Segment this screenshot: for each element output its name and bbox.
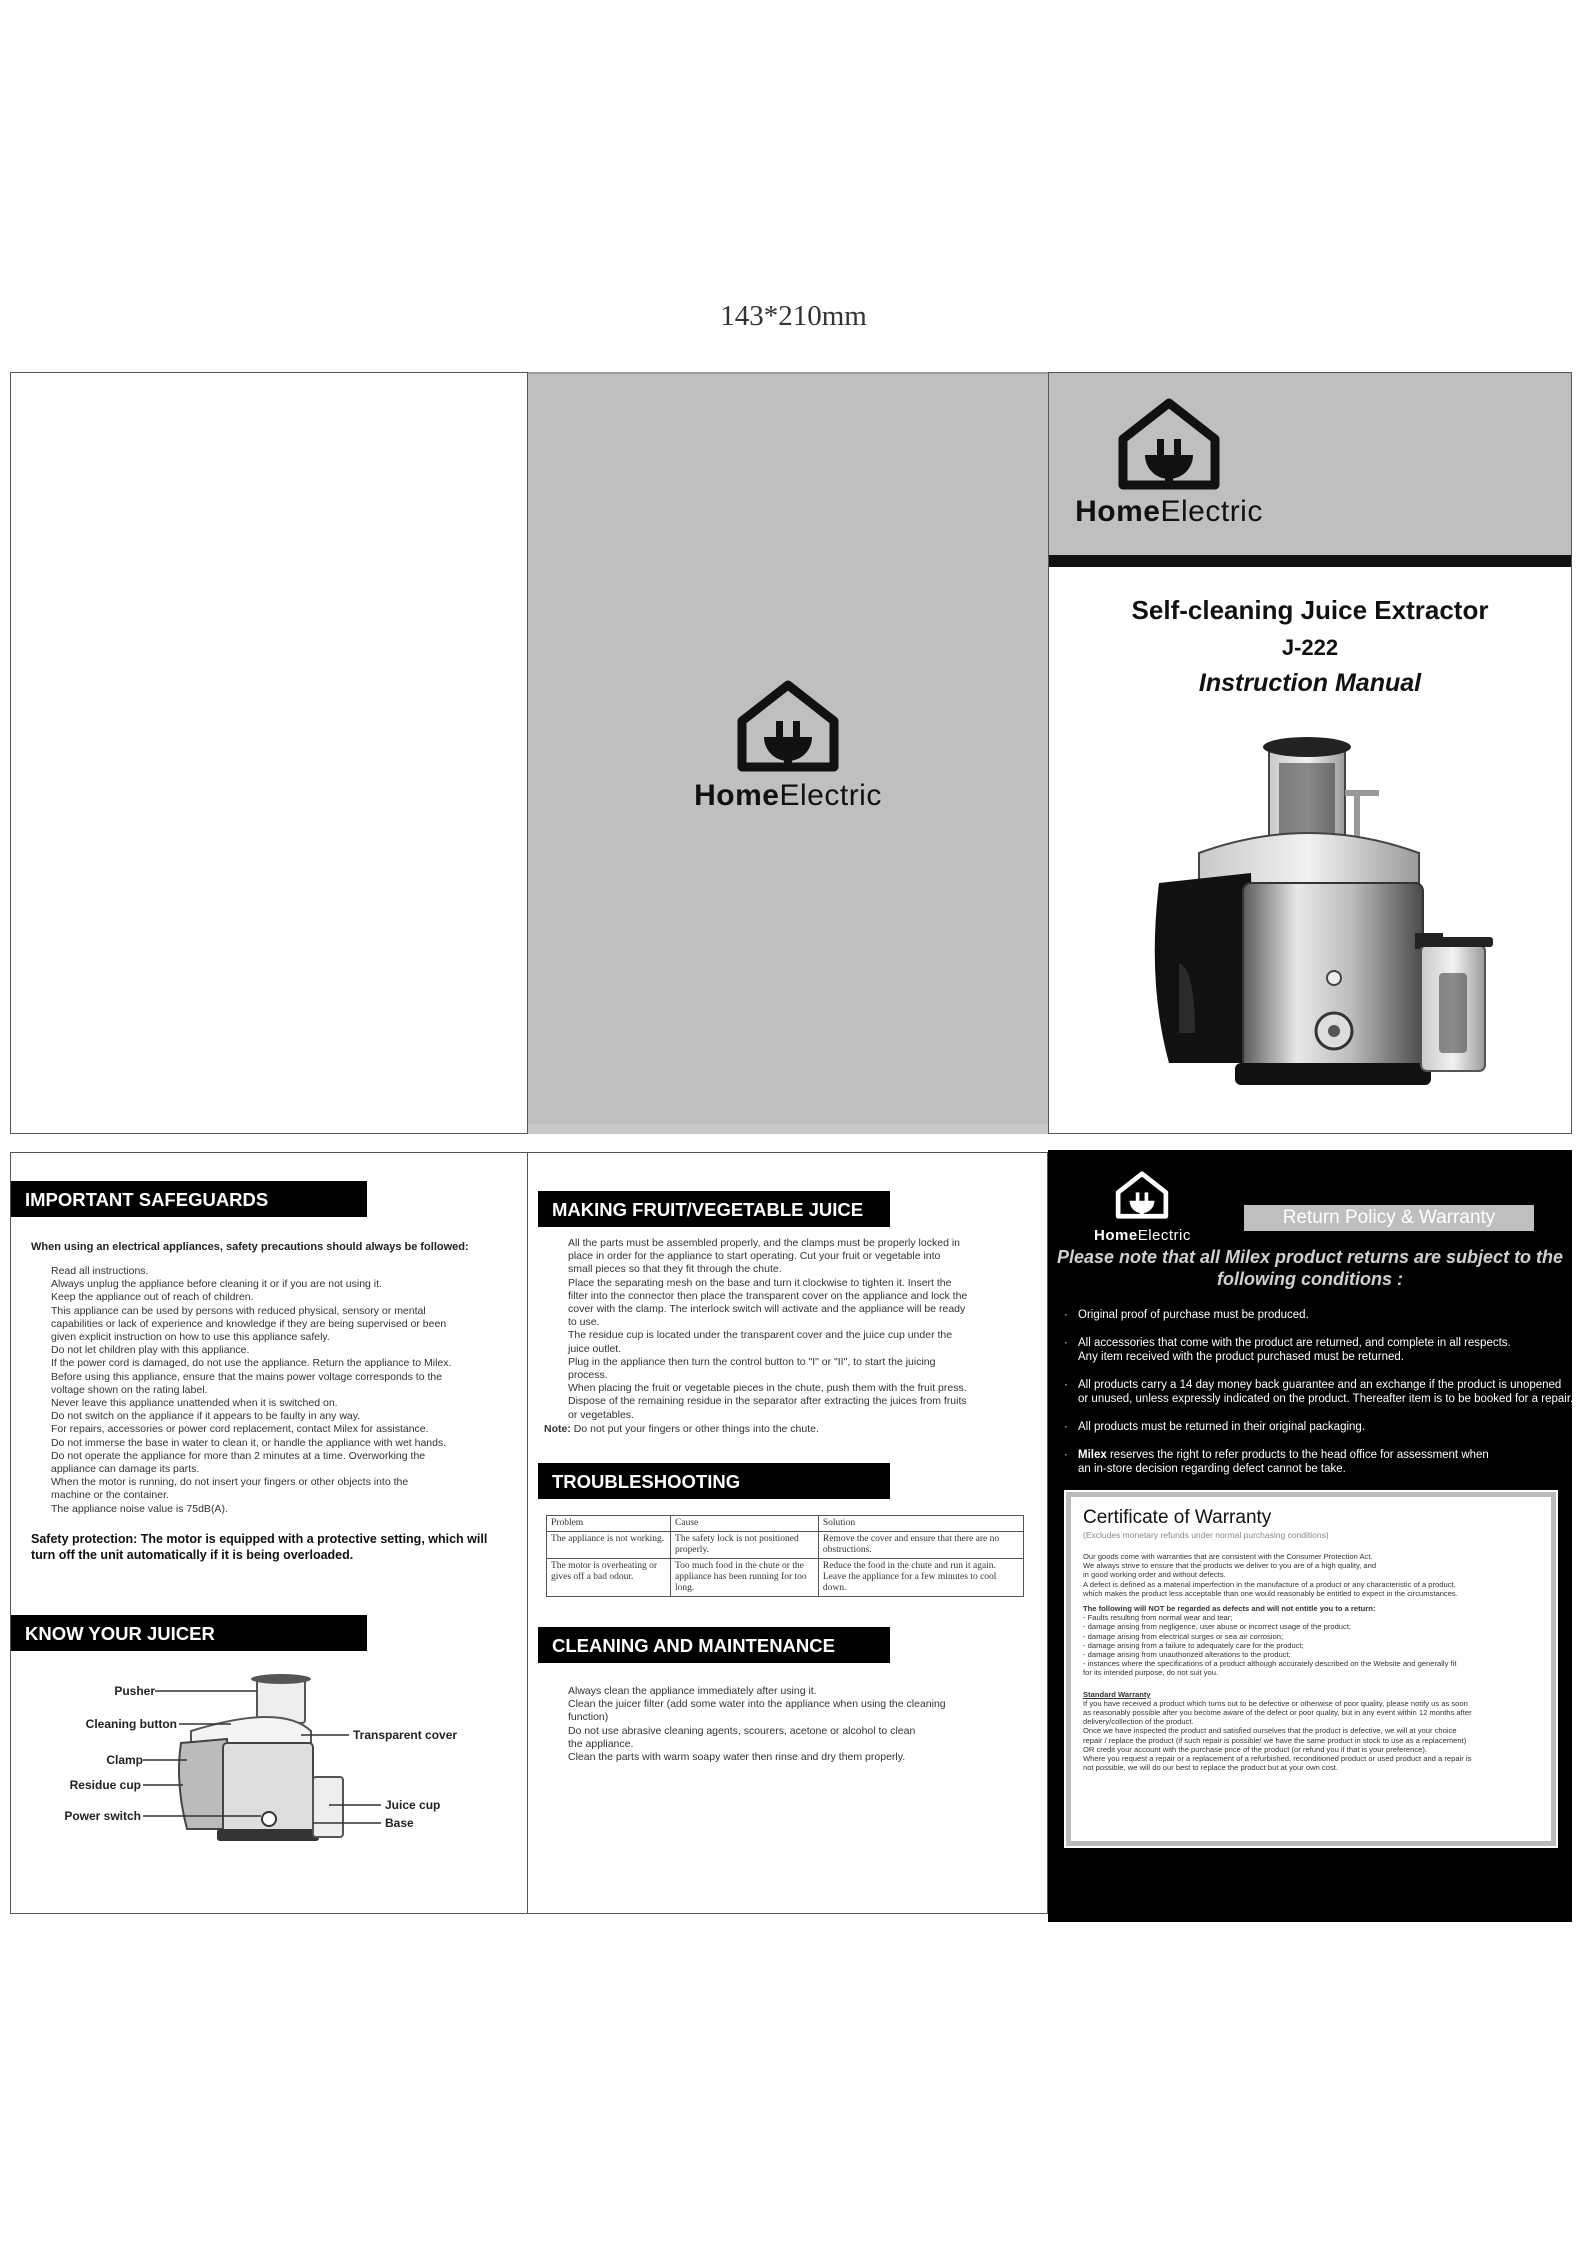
brand-wordmark: HomeElectric <box>1075 495 1263 528</box>
instruction-line: The residue cup is located under the transparent cover and the juice cup under the <box>568 1329 953 1342</box>
page-size-label: 143*210mm <box>720 300 867 332</box>
safeguard-line: The appliance noise value is 75dB(A). <box>51 1502 228 1515</box>
cleaning-line: Always clean the appliance immediately after using it. <box>568 1685 817 1697</box>
safeguard-line: Do not switch on the appliance if it appears to be faulty in any way. <box>51 1410 361 1423</box>
safeguard-line: Keep the appliance out of reach of children. <box>51 1291 254 1304</box>
making-juice-note <box>544 1423 1004 1436</box>
outer-spread <box>10 372 1572 1134</box>
safeguard-line: If the power cord is damaged, do not use the appliance. Return the appliance to Milex. <box>51 1357 452 1370</box>
safeguard-line: Always unplug the appliance before cleaning it or if you are not using it. <box>51 1278 382 1291</box>
table-cell: The safety lock is not positioned properly. <box>671 1532 819 1559</box>
label-clamp: Clamp <box>106 1753 143 1767</box>
house-plug-icon <box>734 679 842 773</box>
making-juice-heading: MAKING FRUIT/VEGETABLE JUICE <box>538 1191 890 1227</box>
instruction-line: to use. <box>568 1316 600 1329</box>
instruction-line: cover with the clamp. The interlock switch will activate and the appliance will be ready <box>568 1303 966 1316</box>
troubleshooting-heading: TROUBLESHOOTING <box>538 1463 890 1499</box>
label-base: Base <box>385 1816 414 1830</box>
cleaning-line: Do not use abrasive cleaning agents, scourers, acetone or alcohol to clean <box>568 1724 916 1737</box>
instruction-line: All the parts must be assembled properly, and the clamps must be properly locked in <box>568 1237 960 1249</box>
column-header: Solution <box>818 1516 1023 1532</box>
warranty-certificate <box>1066 1492 1556 1846</box>
label-pusher: Pusher <box>114 1684 155 1698</box>
safeguard-line: voltage shown on the rating label. <box>51 1383 208 1396</box>
table-cell: Too much food in the chute or the appliance has been running for too long. <box>671 1559 819 1597</box>
column-header: Cause <box>671 1516 819 1532</box>
brand-wordmark: HomeElectric <box>1094 1227 1191 1244</box>
safeguard-line: Before using this appliance, ensure that the mains power voltage corresponds to the <box>51 1370 443 1383</box>
instructions-panel <box>528 1152 1048 1914</box>
safeguard-line: When the motor is running, do not insert your fingers or other objects into the <box>51 1476 409 1489</box>
return-conditions-note: Please note that all Milex product returns are subject to the following conditions : <box>1056 1247 1564 1289</box>
list-item: · All products carry a 14 day money back guarantee and an exchange if the product is unopened or unused, unless expressly indicated on the product. Thereafter item is to be booked for a repair. <box>1064 1378 1554 1406</box>
making-juice-text <box>568 1237 1028 1422</box>
safeguards-intro: When using an electrical appliances, safety precautions should always be followed: <box>31 1241 469 1253</box>
brand-wordmark: HomeElectric <box>694 779 882 812</box>
back-logo <box>688 679 888 813</box>
safeguards-panel <box>10 1152 528 1914</box>
manual-subtitle: Instruction Manual <box>1198 669 1422 697</box>
table-row <box>547 1532 1024 1559</box>
juicer-product-image <box>1139 733 1499 1113</box>
table-cell: Remove the cover and ensure that there are no obstructions. <box>818 1532 1023 1559</box>
certificate-subtitle: (Excludes monetary refunds under normal purchasing conditions) <box>1083 1530 1329 1540</box>
back-cover-panel <box>528 372 1048 1134</box>
warranty-panel <box>1048 1150 1572 1922</box>
safeguard-line: For repairs, accessories or power cord replacement, contact Milex for assistance. <box>51 1423 429 1436</box>
instruction-line: small pieces so that they fit through the chute. <box>568 1263 782 1276</box>
list-item: · All accessories that come with the product are returned, and complete in all respects. Any item received with the product purchased must be returned. <box>1064 1336 1554 1364</box>
front-header-band <box>1049 373 1571 555</box>
return-policy-badge: Return Policy & Warranty <box>1244 1205 1534 1231</box>
not-defects-heading: The following will NOT be regarded as defects and will not entitle you to a return: <box>1083 1604 1376 1614</box>
instruction-line: or vegetables. <box>568 1408 634 1421</box>
instruction-line: filter into the connector then place the transparent cover on the appliance and lock the <box>568 1289 968 1302</box>
note-label: Note: <box>544 1423 571 1435</box>
table-cell: Reduce the food in the chute and run it again. Leave the appliance for a few minutes to cool down. <box>818 1559 1023 1597</box>
cleaning-line: Clean the juicer filter (add some water into the appliance when using the cleaning <box>568 1698 946 1711</box>
safeguard-line: This appliance can be used by persons with reduced physical, sensory or mental <box>51 1304 426 1317</box>
cleaning-line: function) <box>568 1711 609 1724</box>
label-juice-cup: Juice cup <box>385 1798 441 1812</box>
table-cell: The appliance is not working. <box>547 1532 671 1559</box>
label-cleaning-button: Cleaning button <box>85 1717 177 1731</box>
header-divider <box>1049 555 1571 567</box>
inner-spread <box>10 1152 1572 1914</box>
safeguards-list <box>51 1265 521 1516</box>
table-row <box>547 1559 1024 1597</box>
instruction-line: place in order for the appliance to start operating. Cut your fruit or vegetable into <box>568 1250 941 1263</box>
table-cell: The motor is overheating or gives off a bad odour. <box>547 1559 671 1597</box>
house-plug-icon <box>1114 1170 1170 1220</box>
list-item: · Milex reserves the right to refer products to the head office for assessment when an in-store decision regarding defect cannot be take. <box>1064 1448 1554 1476</box>
safeguard-line: capabilities or lack of experience and knowledge if they are being supervised or been <box>51 1317 447 1330</box>
juicer-parts-diagram <box>31 1673 501 1863</box>
troubleshooting-table <box>546 1515 1024 1597</box>
standard-warranty-heading: Standard Warranty <box>1083 1689 1151 1699</box>
instruction-line: When placing the fruit or vegetable pieces in the chute, push them with the fruit press. <box>568 1382 967 1395</box>
cleaning-heading: CLEANING AND MAINTENANCE <box>538 1627 890 1663</box>
safety-protection-note: Safety protection: The motor is equipped with a protective setting, which will turn off the unit automatically if it is being overloaded. <box>31 1532 488 1562</box>
instruction-line: Plug in the appliance then turn the control button to "I" or "II", to start the juicing <box>568 1355 936 1368</box>
product-title: Self-cleaning Juice Extractor <box>1131 595 1489 625</box>
front-logo <box>1069 397 1269 529</box>
note-text: Do not put your fingers or other things into the chute. <box>573 1423 819 1435</box>
cleaning-line: the appliance. <box>568 1737 634 1750</box>
blank-panel <box>10 372 528 1134</box>
safeguard-line: Read all instructions. <box>51 1265 149 1277</box>
certificate-title: Certificate of Warranty <box>1083 1507 1272 1528</box>
table-header-row <box>547 1516 1024 1532</box>
safeguard-line: given explicit instruction on how to use this appliance safely. <box>51 1331 330 1344</box>
column-header: Problem <box>547 1516 671 1532</box>
know-juicer-heading: KNOW YOUR JUICER <box>11 1615 367 1651</box>
label-power-switch: Power switch <box>64 1809 141 1823</box>
product-model: J-222 <box>1281 635 1339 660</box>
cleaning-line: Clean the parts with warm soapy water then rinse and dry them properly. <box>568 1751 906 1764</box>
certificate-body: Our goods come with warranties that are consistent with the Consumer Protection Act. We always strive to ensure that the products we deliver to you are of a high quality, and in good working order and without defects. A defect is defined as a material imperfection in the manufacture of a product or any characteristic of a product, which makes the product less acceptable than one would reasonably be entitled to expect in the circumstances. The following will NOT be regarded as defects and will not entitle you to a return: - Faults resulting from normal wear and tear; - damage arising from negligence, user abuse or incorrect usage of the product; - damage arising from electrical surges or sea air corrosion; - damage arising from a failure to adequately care for the product; - damage arising from unauthorized alterations to the product; - instances where the specifications of a product although accurately described on the Website and generally fit for its intended purpose, do not suit you. Standard Warranty If you have received a product which turns out to be defective or otherwise of poor quality, please notify us as soon as reasonably possible after you become aware of the defect or poor quality, but in any event within 12 months after delivery/collection of the product. Once we have inspected the product and satisfied ourselves that the product is defective, we will at your choice repair / replace the product (if such repair is possible/ we have the same product in stock to use as a replacement) OR credit your account with the purchase price of the product (or refund you if that is your preference). Where you request a repair or a replacement of a refurbished, reconditioned product or used product and a repair is not possible, we will do our best to replace the product but at your own cost. <box>1083 1552 1539 1772</box>
safeguards-heading: IMPORTANT SAFEGUARDS <box>11 1181 367 1217</box>
label-transparent-cover: Transparent cover <box>353 1728 458 1742</box>
safeguard-line: machine or the container. <box>51 1489 169 1502</box>
safeguard-line: Do not operate the appliance for more than 2 minutes at a time. Overworking the <box>51 1449 426 1462</box>
cleaning-text <box>568 1685 1028 1764</box>
safeguard-line: Never leave this appliance unattended when it is switched on. <box>51 1397 338 1410</box>
instruction-line: process. <box>568 1369 608 1382</box>
safeguard-line: Do not immerse the base in water to clean it, or handle the appliance with wet hands. <box>51 1436 447 1449</box>
list-item: · Original proof of purchase must be produced. <box>1064 1308 1554 1322</box>
return-conditions-list <box>1064 1308 1574 1476</box>
list-item: · All products must be returned in their original packaging. <box>1064 1420 1554 1434</box>
instruction-line: juice outlet. <box>568 1342 622 1355</box>
instruction-line: Dispose of the remaining residue in the separator after extracting the juices from fruits <box>568 1395 967 1408</box>
house-plug-icon <box>1115 397 1223 491</box>
warranty-logo <box>1094 1170 1191 1244</box>
safeguard-line: appliance can damage its parts. <box>51 1463 200 1476</box>
safeguard-line: Do not let children play with this appliance. <box>51 1344 250 1357</box>
instruction-line: Place the separating mesh on the base and turn it clockwise to tighten it. Insert the <box>568 1276 952 1289</box>
label-residue-cup: Residue cup <box>69 1778 141 1792</box>
front-cover-panel <box>1048 372 1572 1134</box>
